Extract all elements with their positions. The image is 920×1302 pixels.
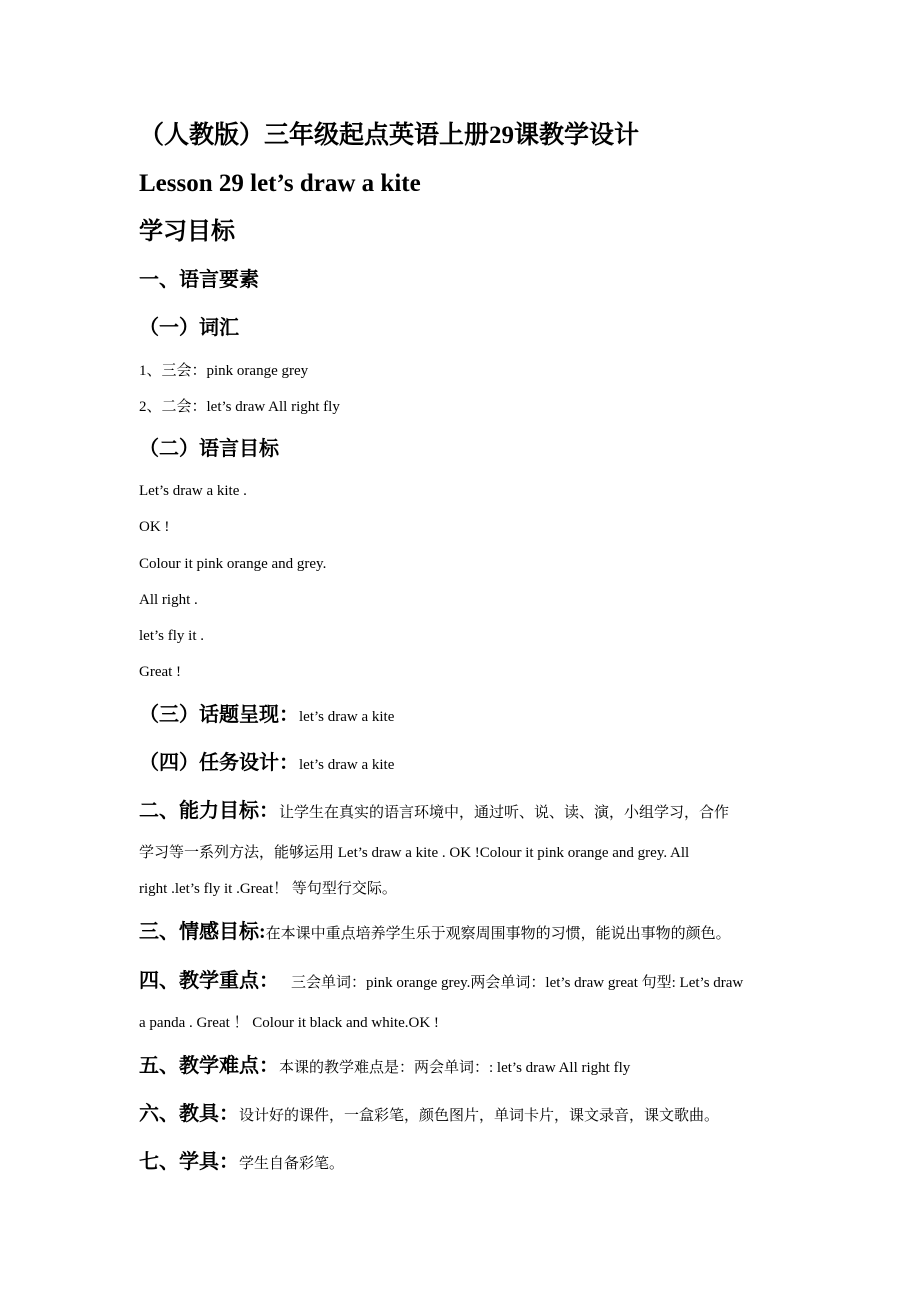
- key-points-line-1: 三会单词：pink orange grey.两会单词：let’s draw great 句型: Let’s draw: [291, 975, 744, 991]
- key-points-line-2: a panda . Great ！ Colour it black and white.OK !: [139, 1015, 439, 1031]
- key-points-label: 四、教学重点：: [139, 970, 279, 992]
- emotion-goal-row: [139, 919, 731, 947]
- task-label: （四）任务设计：: [139, 752, 299, 774]
- dialogue-line: Let’s draw a kite .: [139, 483, 247, 499]
- section-learning-goals: 学习目标: [139, 219, 235, 245]
- dialogue-line: All right .: [139, 592, 198, 608]
- student-supplies-text: 学生自备彩笔。: [239, 1156, 345, 1172]
- task-text: let’s draw a kite: [299, 757, 395, 773]
- ability-goal-label: 二、能力目标：: [139, 800, 279, 822]
- difficult-points-row: [139, 1053, 630, 1081]
- emotion-goal-label: 三、情感目标:: [139, 921, 266, 943]
- student-supplies-label: 七、学具：: [139, 1151, 239, 1173]
- ability-goal-line-2: 学习等一系列方法，能够运用 Let’s draw a kite . OK !Colour it pink orange and grey. All: [139, 845, 690, 861]
- student-supplies-row: [139, 1149, 344, 1177]
- dialogue-line: Colour it pink orange and grey.: [139, 556, 327, 572]
- task-row: [139, 750, 394, 778]
- vocab-line-2: 2、二会：let’s draw All right fly: [139, 399, 340, 415]
- dialogue-line: let’s fly it .: [139, 628, 204, 644]
- teaching-aids-row: [139, 1101, 719, 1129]
- heading-language-goals: （二）语言目标: [139, 438, 279, 460]
- lesson-title: Lesson 29 let’s draw a kite: [139, 170, 421, 197]
- emotion-goal-text: 在本课中重点培养学生乐于观察周围事物的习惯，能说出事物的颜色。: [265, 926, 731, 942]
- ability-goal-line-3: right .let’s fly it .Great！ 等句型行交际。: [139, 881, 397, 897]
- difficult-points-label: 五、教学难点：: [139, 1055, 279, 1077]
- topic-text: let’s draw a kite: [299, 709, 395, 725]
- ability-goal-line-1: 让学生在真实的语言环境中，通过听、说、读、演，小组学习，合作: [279, 805, 730, 821]
- vocab-line-1: 1、三会：pink orange grey: [139, 363, 309, 379]
- ability-goal-row: [139, 798, 729, 826]
- teaching-aids-text: 设计好的课件，一盒彩笔，颜色图片，单词卡片，课文录音，课文歌曲。: [239, 1108, 720, 1124]
- dialogue-line: Great !: [139, 664, 182, 680]
- difficult-points-text: 本课的教学难点是：两会单词：: let’s draw All right fly: [279, 1060, 631, 1076]
- heading-language-elements: 一、语言要素: [139, 269, 259, 291]
- key-points-row: [139, 968, 743, 996]
- document-title: （人教版）三年级起点英语上册29课教学设计: [139, 122, 640, 149]
- dialogue-line: OK !: [139, 519, 170, 535]
- topic-label: （三）话题呈现：: [139, 704, 299, 726]
- heading-vocabulary: （一）词汇: [139, 317, 239, 339]
- topic-row: [139, 702, 394, 730]
- teaching-aids-label: 六、教具：: [139, 1103, 239, 1125]
